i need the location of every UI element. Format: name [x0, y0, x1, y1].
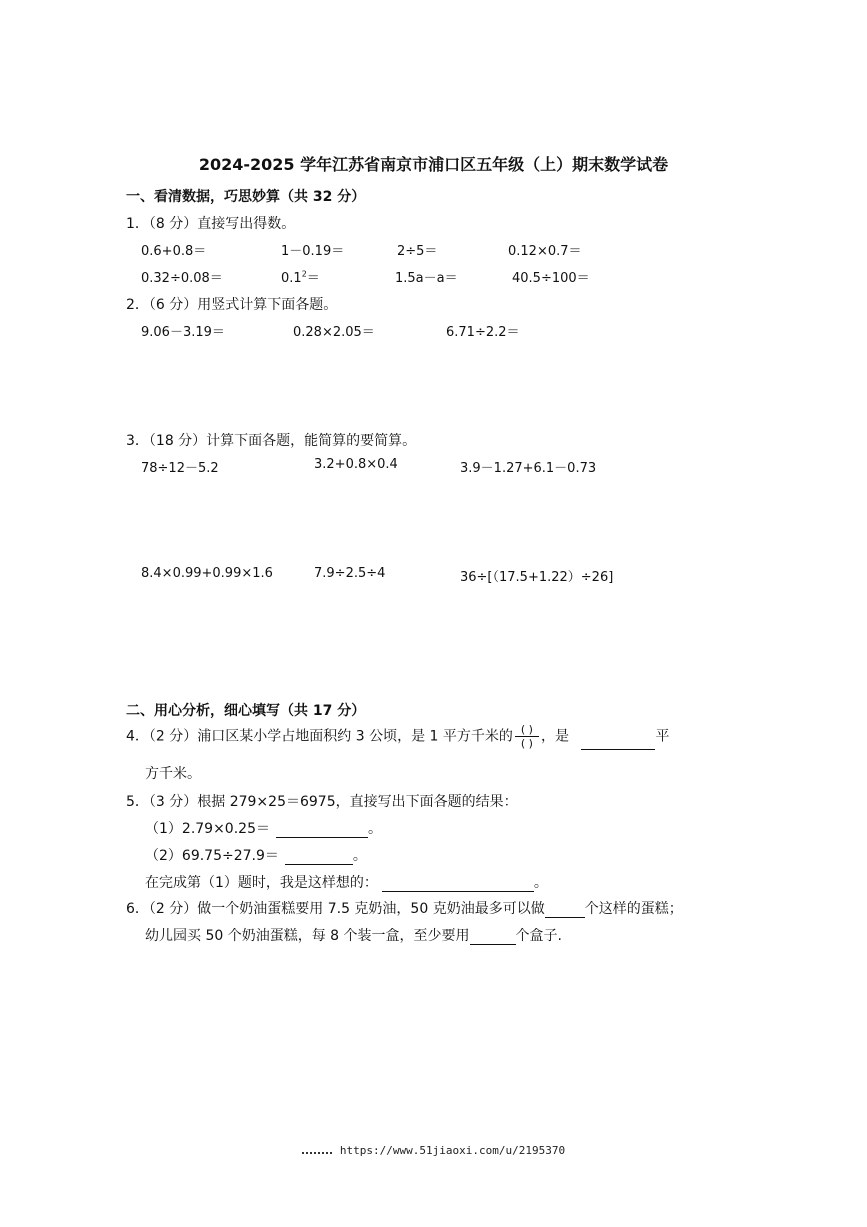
- q1-expr-1: 0.6+0.8＝: [141, 244, 207, 259]
- q1-expr-4: 0.12×0.7＝: [508, 244, 582, 259]
- q2-expr-1: 9.06－3.19＝: [141, 325, 225, 340]
- q1-expr-2: 1－0.19＝: [281, 244, 345, 259]
- footer-url: [0, 1144, 867, 1157]
- q3-expr-1: 78÷12－5.2: [141, 461, 219, 476]
- q1-expr-6: $0.1^2=$: [281, 269, 320, 286]
- q4-text: 4．（2 分）浦口区某小学占地面积约 3 公顷，是 1 平方千米的: [126, 728, 513, 745]
- q4-answer-blank[interactable]: [581, 735, 655, 750]
- q3-heading: 3．（18 分）计算下面各题，能简算的要简算。: [126, 433, 417, 449]
- q5-sub2: （2）69.75÷27.9＝ 。: [145, 848, 367, 864]
- q5-sub1: （1）2.79×0.25＝ 。: [145, 821, 382, 837]
- q1-expr-3: 2÷5＝: [397, 244, 438, 259]
- q5-sub3-blank[interactable]: [382, 877, 534, 892]
- section2-heading: 二、用心分析，细心填写（共 17 分）: [126, 703, 366, 719]
- q5-sub3: 在完成第（1）题时，我是这样想的： 。: [145, 875, 548, 891]
- q2-expr-2: 0.28×2.05＝: [293, 325, 375, 340]
- q4-line2: 方千米。: [145, 766, 201, 782]
- footer-link[interactable]: https://www.51jiaoxi.com/u/2195370: [339, 1144, 566, 1157]
- page-title: 2024-2025 学年江苏省南京市浦口区五年级（上）期末数学试卷: [198, 155, 669, 174]
- q3-expr-4: 8.4×0.99+0.99×1.6: [141, 566, 273, 581]
- q2-heading: 2．（6 分）用竖式计算下面各题。: [126, 297, 338, 313]
- q1-expr-8: 40.5÷100＝: [512, 271, 590, 286]
- q1-expr-5: 0.32÷0.08＝: [141, 271, 223, 286]
- q3-expr-3: 3.9－1.27+6.1－0.73: [460, 461, 597, 476]
- q3-expr-6: 36÷[（17.5+1.22）÷26]: [460, 570, 614, 585]
- q6-line2: 幼儿园买 50 个奶油蛋糕，每 8 个装一盒，至少要用 个盒子.: [145, 928, 562, 944]
- q6-line1: 6．（2 分）做一个奶油蛋糕要用 7.5 克奶油，50 克奶油最多可以做 个这样的蛋糕；: [126, 901, 683, 917]
- section1-heading: 一、看清数据，巧思妙算（共 32 分）: [126, 189, 366, 205]
- q5-sub2-blank[interactable]: [285, 850, 353, 865]
- q1-expr-7: 1.5a－a＝: [395, 271, 458, 286]
- q2-expr-3: 6.71÷2.2＝: [446, 325, 520, 340]
- q6-blank-2[interactable]: [470, 930, 516, 945]
- q3-expr-2: 3.2+0.8×0.4: [314, 457, 398, 472]
- q1-heading: 1．（8 分）直接写出得数。: [126, 216, 296, 232]
- q6-blank-1[interactable]: [545, 903, 585, 918]
- q4-line1: 4．（2 分）浦口区某小学占地面积约 3 公顷，是 1 平方千米的 $\frac{( )}{( )}$ ，是 平: [126, 723, 670, 750]
- footer-mark-icon: [302, 1149, 332, 1154]
- q5-sub1-blank[interactable]: [276, 823, 368, 838]
- q5-heading: 5．（3 分）根据 279×25＝6975，直接写出下面各题的结果：: [126, 794, 518, 810]
- q3-expr-5: 7.9÷2.5÷4: [314, 566, 386, 581]
- q4-fraction-blank[interactable]: $\frac{( )}{( )}$: [515, 723, 539, 750]
